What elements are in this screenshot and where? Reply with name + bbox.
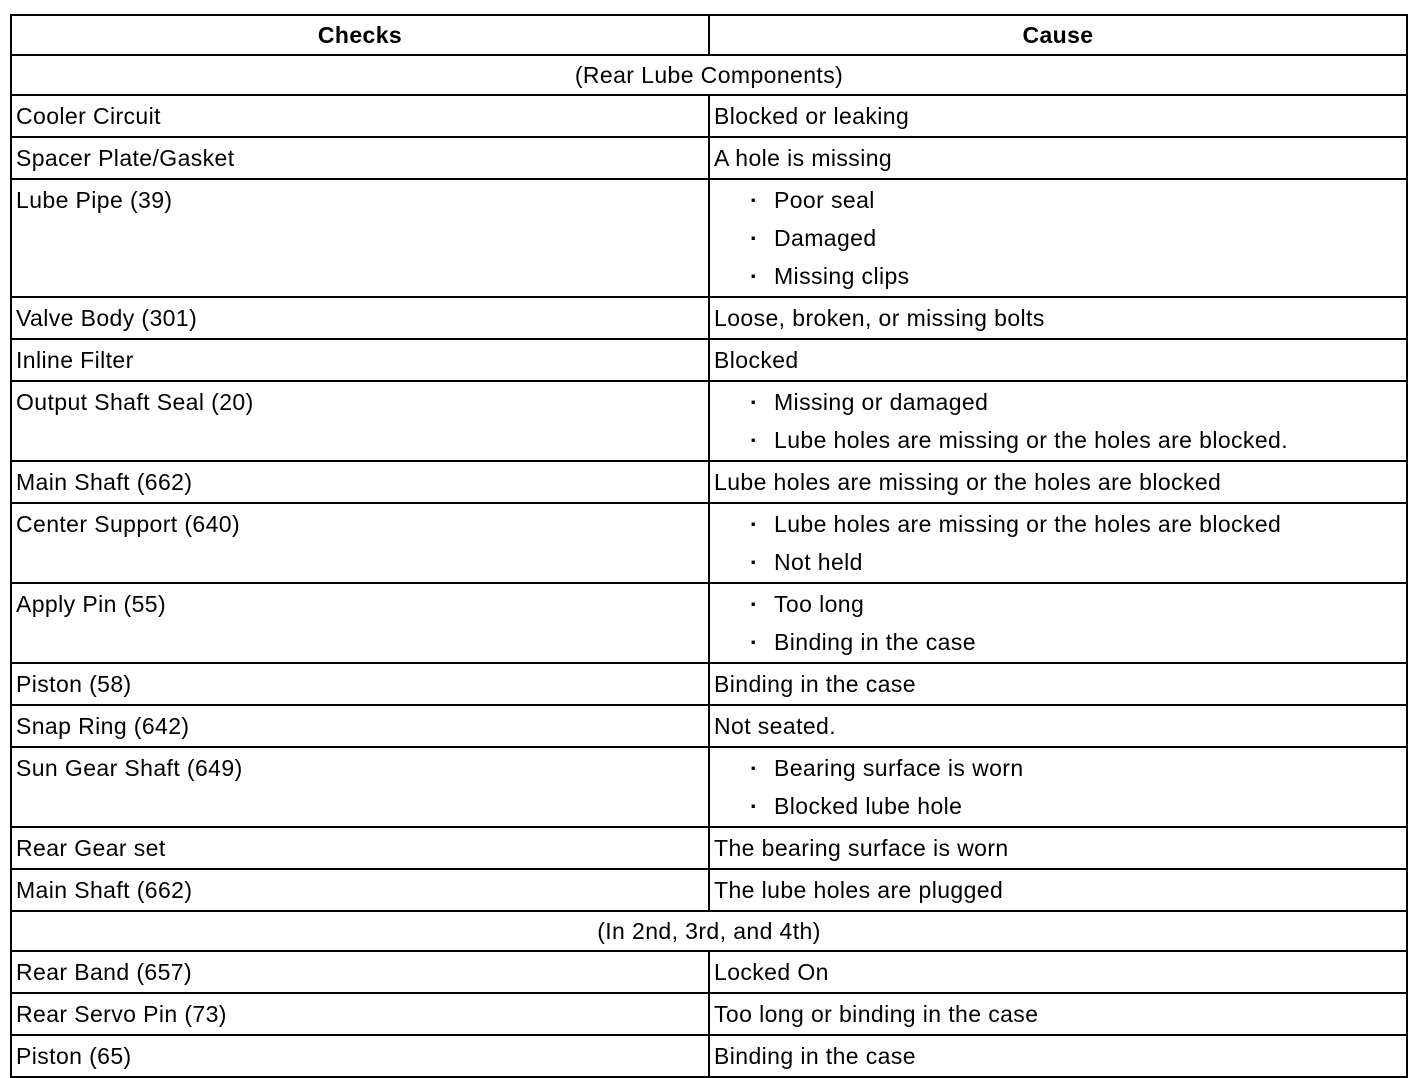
bullet-icon: · (750, 591, 759, 617)
check-cell (11, 381, 709, 461)
table-row (11, 747, 1407, 827)
bullet-icon: · (750, 427, 759, 453)
check-cell (11, 95, 709, 137)
section-row (11, 911, 1407, 951)
check-cell (11, 747, 709, 827)
cause-item-text: Too long (774, 591, 865, 617)
cause-text: Loose, broken, or missing bolts (714, 305, 1045, 331)
cause-text: Too long or binding in the case (714, 1001, 1039, 1027)
check-text: Center Support (640) (16, 511, 241, 537)
cause-cell (709, 461, 1407, 503)
check-text: Rear Gear set (16, 835, 166, 861)
check-cell (11, 297, 709, 339)
cause-cell (709, 869, 1407, 911)
cause-cell (709, 179, 1407, 297)
check-text: Cooler Circuit (16, 103, 161, 129)
check-cell (11, 137, 709, 179)
table-header-row (11, 15, 1407, 55)
check-text: Piston (65) (16, 1043, 132, 1069)
bullet-icon: · (750, 263, 759, 289)
cause-text: Lube holes are missing or the holes are blocked (714, 469, 1222, 495)
cause-cell (709, 1035, 1407, 1077)
check-text: Main Shaft (662) (16, 469, 193, 495)
check-text: Output Shaft Seal (20) (16, 389, 254, 415)
table-row (11, 951, 1407, 993)
cause-item-text: Lube holes are missing or the holes are blocked. (774, 427, 1288, 453)
table-row (11, 663, 1407, 705)
cause-list-item (750, 749, 1406, 787)
section-row (11, 55, 1407, 95)
cause-item-text: Binding in the case (774, 629, 976, 655)
cause-list (710, 584, 1406, 662)
cause-list-item (750, 181, 1406, 219)
cause-list (710, 748, 1406, 826)
table-row (11, 297, 1407, 339)
bullet-icon: · (750, 629, 759, 655)
cause-cell (709, 747, 1407, 827)
cause-text: The bearing surface is worn (714, 835, 1009, 861)
section-title: (In 2nd, 3rd, and 4th) (11, 911, 1407, 951)
cause-item-text: Missing clips (774, 263, 910, 289)
check-text: Lube Pipe (39) (16, 187, 173, 213)
bullet-icon: · (750, 511, 759, 537)
table-row (11, 827, 1407, 869)
cause-cell (709, 297, 1407, 339)
cause-list-item (750, 257, 1406, 295)
check-cell (11, 827, 709, 869)
table-row (11, 583, 1407, 663)
table-row (11, 1035, 1407, 1077)
table-row (11, 705, 1407, 747)
cause-text: Binding in the case (714, 671, 916, 697)
cause-text: Blocked or leaking (714, 103, 910, 129)
cause-item-text: Damaged (774, 225, 877, 251)
cause-item-text: Lube holes are missing or the holes are blocked (774, 511, 1282, 537)
cause-cell (709, 95, 1407, 137)
cause-list (710, 382, 1406, 460)
table-row (11, 503, 1407, 583)
table-row (11, 339, 1407, 381)
cause-cell (709, 503, 1407, 583)
checks-table-container (10, 14, 1406, 1078)
bullet-icon: · (750, 225, 759, 251)
cause-text: A hole is missing (714, 145, 893, 171)
bullet-icon: · (750, 187, 759, 213)
cause-cell (709, 381, 1407, 461)
cause-item-text: Not held (774, 549, 863, 575)
bullet-icon: · (750, 549, 759, 575)
cause-text: The lube holes are plugged (714, 877, 1004, 903)
check-text: Inline Filter (16, 347, 134, 373)
check-cell (11, 583, 709, 663)
check-text: Rear Servo Pin (73) (16, 1001, 227, 1027)
table-row (11, 869, 1407, 911)
cause-item-text: Blocked lube hole (774, 793, 963, 819)
cause-list-item (750, 585, 1406, 623)
cause-cell (709, 993, 1407, 1035)
section-title: (Rear Lube Components) (11, 55, 1407, 95)
cause-cell (709, 339, 1407, 381)
check-cell (11, 503, 709, 583)
bullet-icon: · (750, 389, 759, 415)
check-text: Snap Ring (642) (16, 713, 190, 739)
bullet-icon: · (750, 793, 759, 819)
checks-table (10, 14, 1408, 1078)
column-header-cause: Cause (709, 15, 1407, 55)
cause-cell (709, 705, 1407, 747)
check-cell (11, 993, 709, 1035)
cause-list (710, 504, 1406, 582)
cause-cell (709, 137, 1407, 179)
cause-text: Not seated. (714, 713, 837, 739)
cause-list (710, 180, 1406, 296)
check-text: Spacer Plate/Gasket (16, 145, 235, 171)
check-text: Valve Body (301) (16, 305, 198, 331)
cause-list-item (750, 505, 1406, 543)
bullet-icon: · (750, 755, 759, 781)
cause-text: Blocked (714, 347, 799, 373)
cause-text: Binding in the case (714, 1043, 916, 1069)
table-row (11, 381, 1407, 461)
check-cell (11, 179, 709, 297)
cause-item-text: Missing or damaged (774, 389, 989, 415)
cause-list-item (750, 421, 1406, 459)
cause-item-text: Bearing surface is worn (774, 755, 1024, 781)
table-row (11, 179, 1407, 297)
check-text: Apply Pin (55) (16, 591, 167, 617)
check-text: Rear Band (657) (16, 959, 193, 985)
cause-item-text: Poor seal (774, 187, 875, 213)
cause-list-item (750, 787, 1406, 825)
check-text: Main Shaft (662) (16, 877, 193, 903)
check-cell (11, 663, 709, 705)
check-cell (11, 869, 709, 911)
cause-list-item (750, 383, 1406, 421)
table-row (11, 95, 1407, 137)
cause-list-item (750, 623, 1406, 661)
check-cell (11, 461, 709, 503)
table-body (11, 55, 1407, 1077)
check-cell (11, 705, 709, 747)
cause-list-item (750, 219, 1406, 257)
cause-list-item (750, 543, 1406, 581)
check-cell (11, 951, 709, 993)
check-text: Sun Gear Shaft (649) (16, 755, 243, 781)
cause-cell (709, 951, 1407, 993)
column-header-checks: Checks (11, 15, 709, 55)
cause-cell (709, 827, 1407, 869)
cause-cell (709, 663, 1407, 705)
table-row (11, 461, 1407, 503)
cause-cell (709, 583, 1407, 663)
table-row (11, 137, 1407, 179)
cause-text: Locked On (714, 959, 829, 985)
table-row (11, 993, 1407, 1035)
check-text: Piston (58) (16, 671, 132, 697)
check-cell (11, 339, 709, 381)
check-cell (11, 1035, 709, 1077)
